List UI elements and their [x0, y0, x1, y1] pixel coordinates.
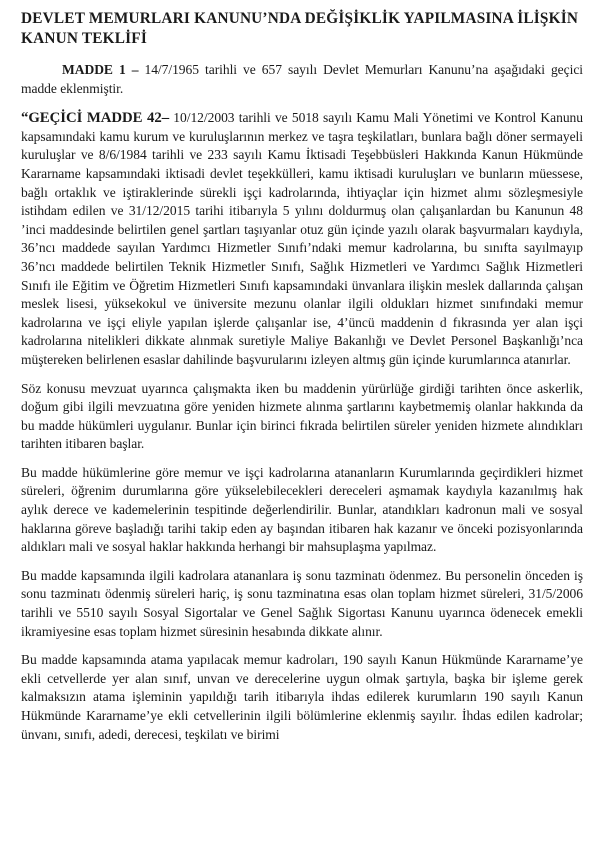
paragraph-staff-positions: Bu madde kapsamında atama yapılacak memur kadroları, 190 sayılı Kanun Hükmünde Kararname’ye ekli cetvellerde yer alan sınıf, unvan ve derecelerine uygun olmak şartıyla, başka bir işleme gerek kalmaksızın atama işleminin yapıldığı tarih itibarıyla ihdas edilerek kurumların 190 sayılı Kanun Hükmünde Kararname’ye ekli cetvellerinin ilgili bölümlerine eklenmiş sayılır. İhdas edilen kadrolar; ünvanı, sınıfı, adedi, derecesi, teşkilatı ve birimi	[21, 652, 583, 742]
article-1-heading: MADDE 1 –	[62, 62, 139, 77]
document-title: DEVLET MEMURLARI KANUNU’NDA DEĞİŞİKLİK YAPILMASINA İLİŞKİN KANUN TEKLİFİ	[21, 10, 579, 47]
paragraph-military-maternity: Söz konusu mevzuat uyarınca çalışmakta iken bu maddenin yürürlüğe girdiği tarihten önce askerlik, doğum gibi ilgili mevzuatına göre yeniden hizmete alınma şartlarını kaybetmemiş olanlar hakkında da bu madde hükümleri uygulanır. Bunlar için birinci fıkrada belirtilen süreler yeniden hizmete alındıkları tarihten itibaren başlar.	[21, 380, 583, 452]
article-1-paragraph	[21, 61, 583, 98]
provisional-article-42-text: 10/12/2003 tarihli ve 5018 sayılı Kamu Mali Yönetimi ve Kontrol Kanunu kapsamındaki kamu kurum ve kuruluşlarının merkez ve taşra teşkilatları, bunlara bağlı döner sermayeli kuruluşlar ve 8/6/1984 tarihli ve 233 sayılı Kamu İktisadi Teşebbüsleri Hakkında Kanun Hükmünde Kararname kapsamındaki iktisadi devlet teşekkülleri, kamu iktisadi kuruluşları ve bunların müessese, bağlı ortaklık ve iştiraklerinde sürekli işçi kadrolarında, ihtiyaçlar için hizmet alımı sözleşmesiyle istihdam edilen ve 31/12/2015 tarihi itibarıyla 5 yılını doldurmuş olan çalışanlardan bu Kanunun 48 ’inci maddesinde belirtilen genel şartları taşıyanlar otuz gün içinde yazılı olarak başvurmaları kaydıyla, 36’ncı maddede sayılan Yardımcı Hizmetler Sınıfı’ndaki memur kadrolarına, bu sınıfta sayılmayıp 36’ncı maddede belirtilen Teknik Hizmetler Sınıfı, Sağlık Hizmetleri ve Yardımcı Sağlık Hizmetleri Sınıfı ile Eğitim ve Öğretim Hizmetleri Sınıfı kapsamındaki ünvanlara ilişkin meslek dallarında çalışan meslek lisesi, yüksekokul ve üniversite mezunu olanlar ilgili oldukları hizmet sınıfındaki memur kadrolarına ve işçi eliyle yapılan işlerde çalışanlar ise, 4’üncü maddenin d fıkrasında yer alan işçi kadrolarına nitelikleri dikkate alınmak suretiyle Maliye Bakanlığı ve Devlet Personel Başkanlığı’nca müştereken belirlenen esaslar dahilinde başvurularını izleyen altmış gün içinde kurumlarınca atanırlar.	[21, 110, 583, 367]
provisional-article-42-paragraph	[21, 109, 583, 369]
article-1-text: 14/7/1965 tarihli ve 657 sayılı Devlet Memurları Kanunu’na aşağıdaki geçici madde eklenmiştir.	[21, 62, 584, 96]
paragraph-service-periods: Bu madde hükümlerine göre memur ve işçi kadrolarına atananların Kurumlarında geçirdikleri hizmet süreleri, öğrenim durumlarına göre yükselebilecekleri dereceleri aşmamak kaydıyla kazanılmış hak aylık derece ve kademelerinin tespitinde değerlendirilir. Bunlar, atandıkları kadronun mali ve sosyal haklarına göreve başladığı tarihi takip eden ay başından itibaren hak kazanır ve önceki pozisyonlarında aldıkları mali ve sosyal haklar hakkında herhangi bir mahsuplaşma yapılmaz.	[21, 464, 583, 555]
paragraph-severance-pay: Bu madde kapsamında ilgili kadrolara atananlara iş sonu tazminatı ödenmez. Bu personelin önceden iş sonu tazminatı ödenmiş süreleri hariç, iş sonu tazminatına esas olan toplam hizmet süreleri, 31/5/2006 tarihli ve 5510 sayılı Sosyal Sigortalar ve Genel Sağlık Sigortası Kanunu uyarınca ödenecek emekli ikramiyesine esas toplam hizmet süresinin hesabında dikkate alınır.	[21, 567, 583, 639]
provisional-article-42-heading: “GEÇİCİ MADDE 42–	[21, 110, 170, 127]
